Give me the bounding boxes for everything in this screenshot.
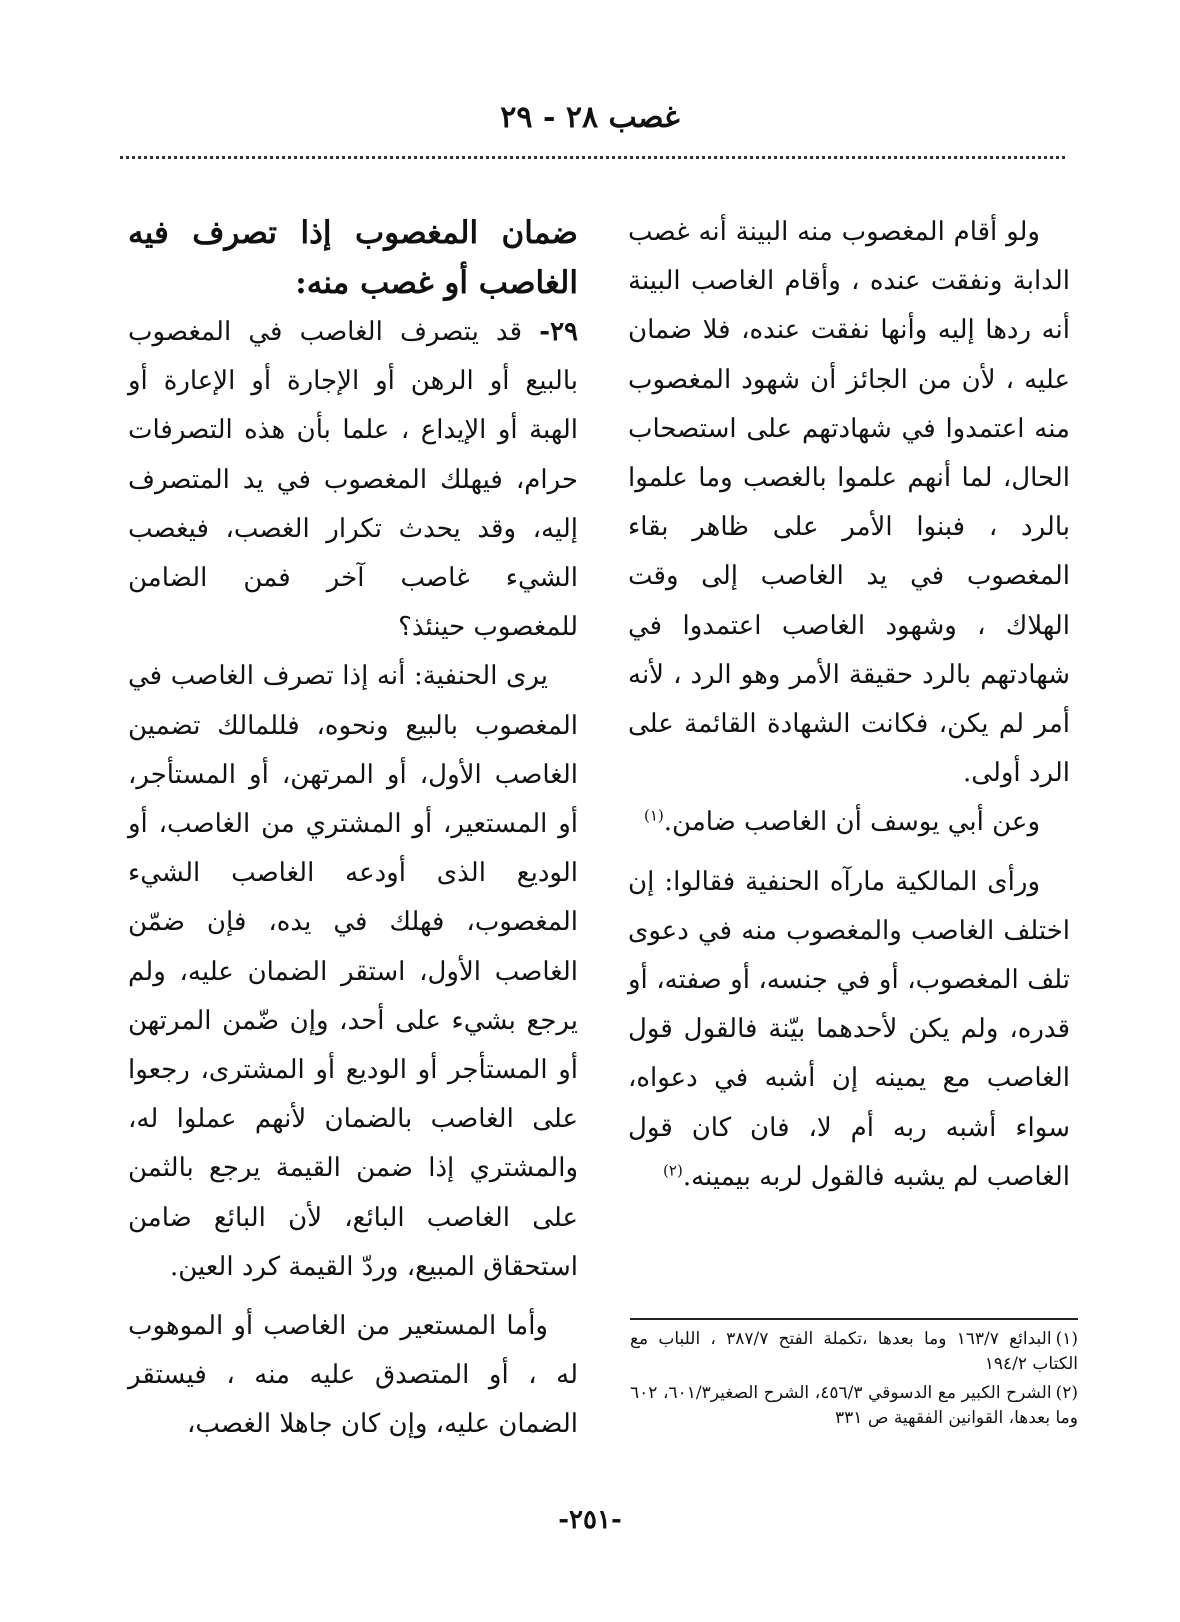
left-paragraph-2: يرى الحنفية: أنه إذا تصرف الغاصب في المغصوب بالبيع ونحوه، فللمالك تضمين الغاصب الأول، أو المرتهن، أو المستأجر، أو المستعير، أو المشتري من الغاصب، أو الوديع الذى أودعه الغاصب الشيء المغصوب، فهلك في يده، فإن ضمّن الغاصب الأول، استقر الضمان عليه، ولم يرجع بشيء على أحد، وإن ضّمن المرتهن أو المستأجر أو الوديع أو المشترى، رجعوا على الغاصب بالضمان لأنهم عملوا له، والمشتري إذا ضمن القيمة يرجع بالثمن على الغاصب البائع، لأن البائع ضامن استحقاق المبيع، وردّ القيمة كرد العين. xyxy=(128,661,578,1282)
right-paragraph-3 xyxy=(628,858,1070,1202)
paragraph-number: ٢٩- xyxy=(539,317,578,347)
right-column xyxy=(628,208,1070,1202)
section-title: ضمان المغصوب إذا تصرف فيه الغاصب أو غصب منه: xyxy=(128,215,578,301)
left-paragraph-1 xyxy=(128,308,578,652)
right-paragraph-2 xyxy=(628,798,1070,847)
left-column xyxy=(128,208,578,1450)
footnote-1 xyxy=(630,1327,1078,1377)
left-paragraph-1-text: قد يتصرف الغاصب في المغصوب بالبيع أو الرهن أو الإجارة أو الإعارة أو الهبة أو الإيداع ، علما بأن هذه التصرفات حرام، فيهلك المغصوب في يد المتصرف إليه، وقد يحدث تكرار الغصب، فيغصب الشيء غاصب آخر فمن الضامن للمغصوب حينئذ؟ xyxy=(128,317,578,643)
header-dotted-rule xyxy=(120,156,1065,159)
footnote-2 xyxy=(630,1381,1078,1431)
page-number: -٢٥١- xyxy=(558,1505,622,1535)
page-header: غصب ٢٨ - ٢٩ xyxy=(500,100,680,135)
footnote-ref-1[interactable]: (١) xyxy=(644,806,664,825)
left-paragraph-3: وأما المستعير من الغاصب أو الموهوب له ، أو المتصدق عليه منه ، فيستقر الضمان عليه، وإن كان جاهلا الغصب، xyxy=(128,1311,578,1440)
footnote-1-text: البدائع ١٦٣/٧ وما بعدها ،تكملة الفتح ٣٨٧/٧ ، اللباب مع الكتاب ١٩٤/٢ xyxy=(630,1329,1078,1374)
footnote-rule xyxy=(630,1318,1078,1320)
footnote-1-mark: (١) xyxy=(1055,1329,1078,1349)
right-paragraph-2-text: وعن أبي يوسف أن الغاصب ضامن. xyxy=(663,807,1040,838)
right-paragraph-3-text: ورأى المالكية مارآه الحنفية فقالوا: إن اختلف الغاصب والمغصوب منه في دعوى تلف المغصوب، أو في جنسه، أو صفته، أو قدره، ولم يكن لأحدهما بيّنة فالقول قول الغاصب مع يمينه إن أشبه في دعواه، سواء أشبه ربه أم لا، فان كان قول الغاصب لم يشبه فالقول لربه بيمينه. xyxy=(628,866,1070,1192)
footnote-2-mark: (٢) xyxy=(1055,1383,1079,1403)
footnote-2-text: الشرح الكبير مع الدسوقي ٤٥٦/٣، الشرح الصغير٦٠١/٣، ٦٠٢ وما بعدها، القوانين الفقهية ص ٣٣١ xyxy=(630,1383,1078,1428)
footnotes xyxy=(630,1327,1078,1435)
right-paragraph-1: ولو أقام المغصوب منه البينة أنه غصب الدابة ونفقت عنده ، وأقام الغاصب البينة أنه ردها إليه وأنها نفقت عنده، فلا ضمان عليه ، لأن من الجائز أن شهود المغصوب منه اعتمدوا في شهادتهم على استصحاب الحال، لما أنهم علموا بالغصب وما علموا بالرد ، فبنوا الأمر على ظاهر بقاء المغصوب في يد الغاصب إلى وقت الهلاك ، وشهود الغاصب اعتمدوا في شهادتهم بالرد حقيقة الأمر وهو الرد ، لأنه أمر لم يكن، فكانت الشهادة القائمة على الرد أولى. xyxy=(628,217,1070,789)
footnote-ref-2[interactable]: (٢) xyxy=(663,1161,683,1180)
